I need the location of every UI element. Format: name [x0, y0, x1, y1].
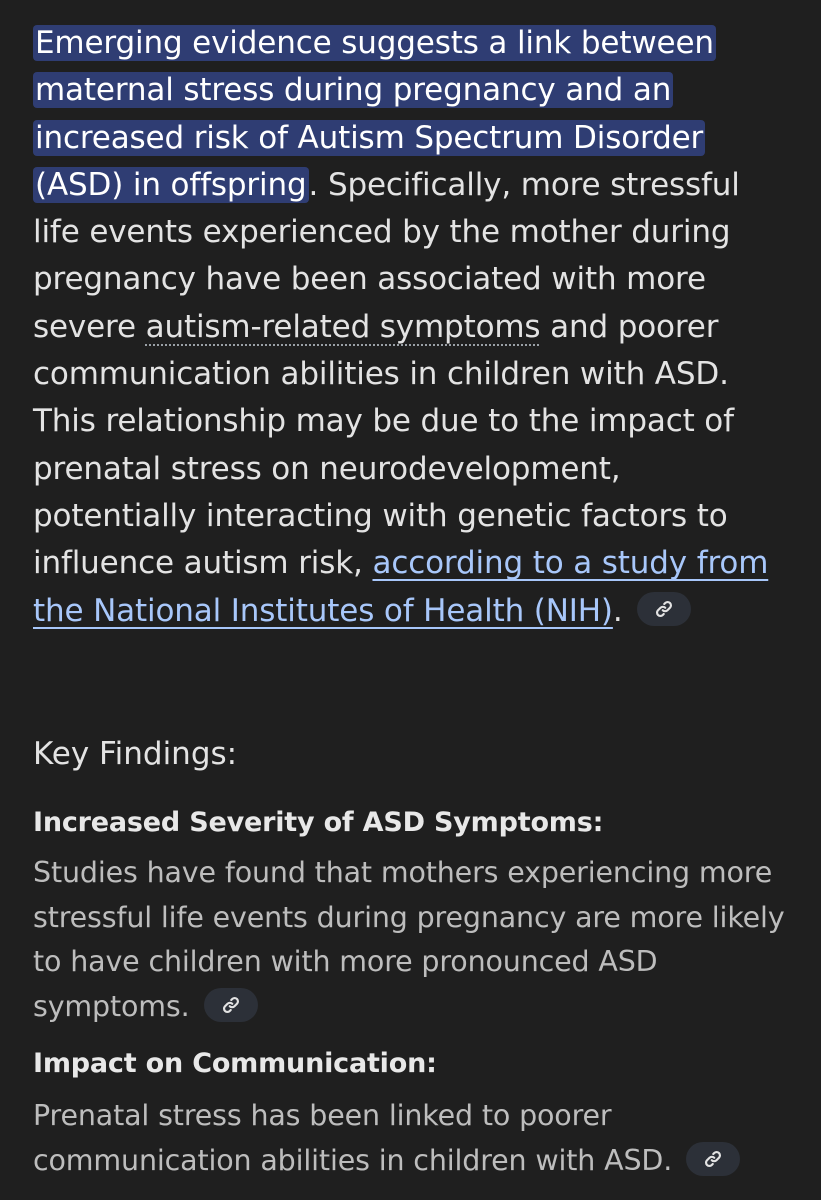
finding-text-severity: Studies have found that mothers experiencing more stressful life events during pregnancy are more likely to have children with more pronounced ASD symptoms.	[33, 856, 785, 1023]
finding-body-severity	[33, 851, 803, 1029]
highlighted-sentence[interactable]: Emerging evidence suggests a link between maternal stress during pregnancy and an increased risk of Autism Spectrum Disorder (ASD) in offspring	[35, 25, 714, 203]
source-link-chip[interactable]	[204, 988, 258, 1022]
intro-paragraph	[33, 20, 793, 635]
source-link-chip[interactable]	[637, 592, 691, 626]
link-icon	[703, 1149, 723, 1169]
finding-text-communication: Prenatal stress has been linked to poorer communication abilities in children with ASD.	[33, 1099, 673, 1177]
dotted-term[interactable]: autism-related symptoms	[145, 308, 541, 345]
intro-period: .	[612, 592, 623, 629]
intro-text-continued: and poorer communication abilities in children with ASD. This relationship may be due to the impact of prenatal stress on neurodevelopment, potentially interacting with genetic factors to influence autism risk,	[33, 308, 734, 582]
response-content	[33, 20, 793, 635]
key-findings-heading: Key Findings:	[33, 736, 238, 772]
link-icon	[654, 599, 674, 619]
finding-body-communication	[33, 1094, 803, 1183]
nih-study-link[interactable]: according to a study from the National Institutes of Health (NIH)	[33, 545, 769, 629]
source-link-chip[interactable]	[686, 1142, 740, 1176]
link-icon	[221, 995, 241, 1015]
finding-title-severity: Increased Severity of ASD Symptoms:	[33, 807, 604, 838]
intro-text: . Specifically, more stressful life events experienced by the mother during pregnancy have been associated with more severe	[33, 166, 740, 345]
finding-title-communication: Impact on Communication:	[33, 1048, 437, 1079]
